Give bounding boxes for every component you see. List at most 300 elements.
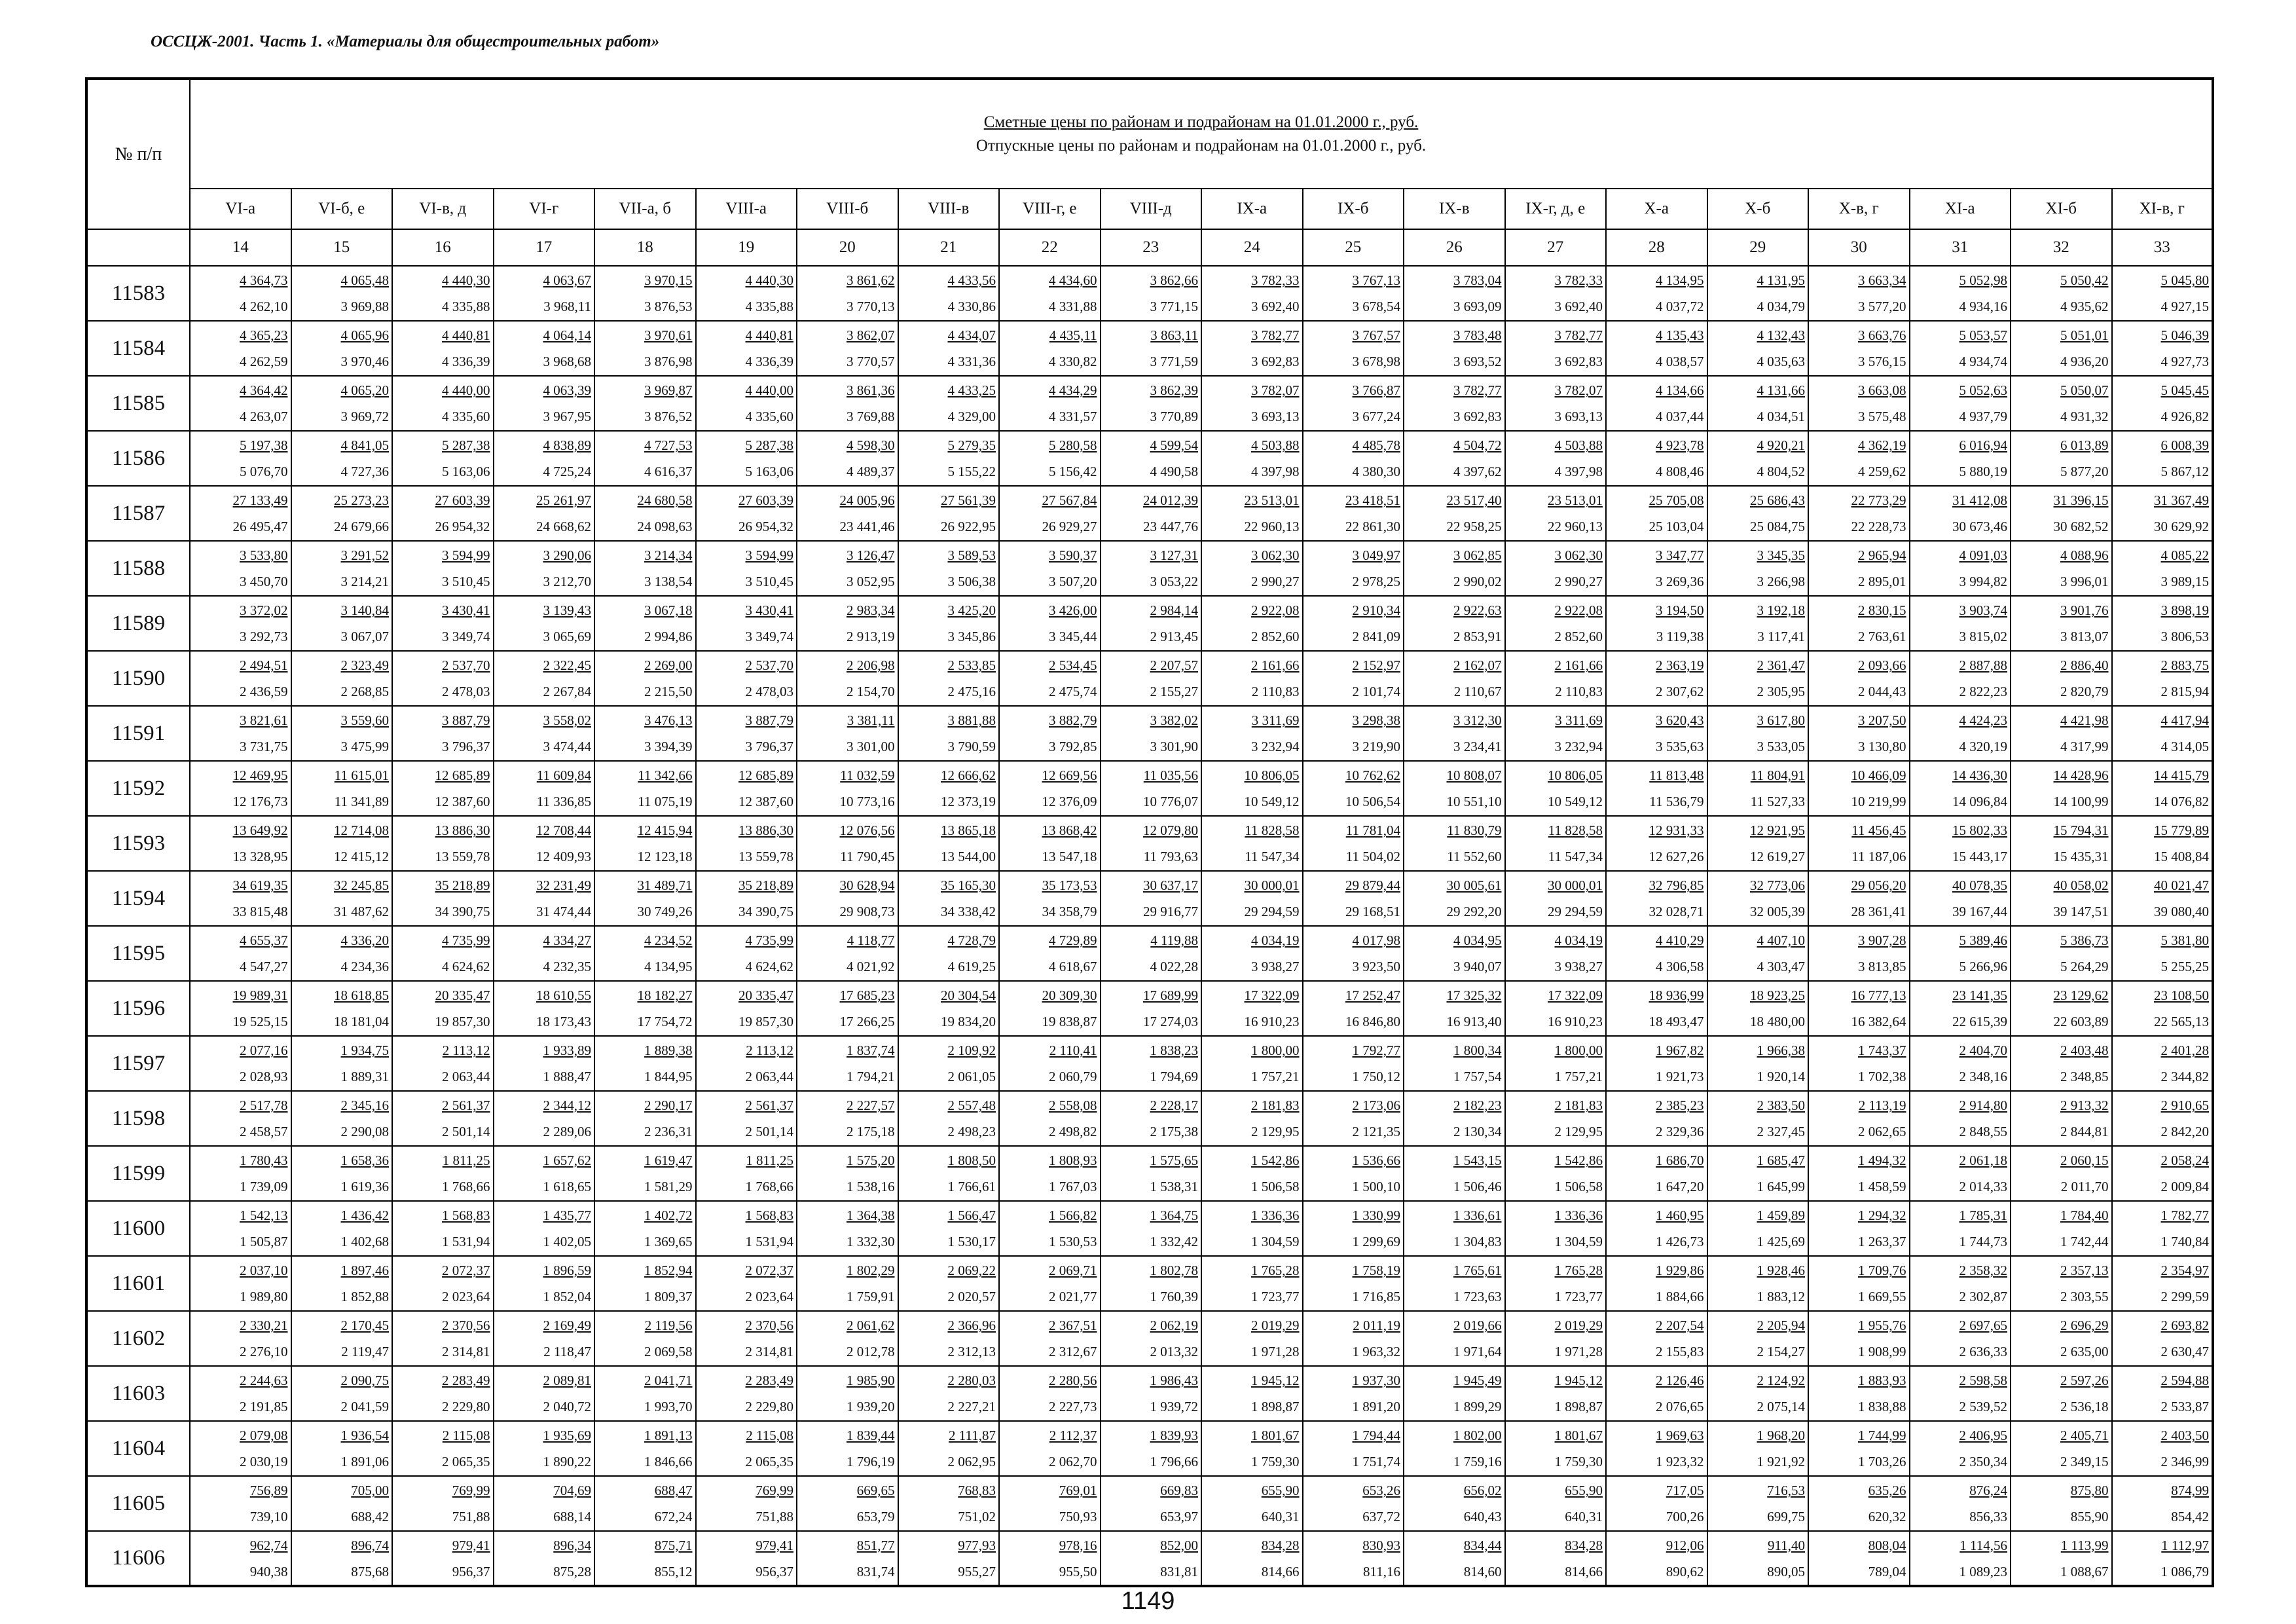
release-price: 2 014,33 (1959, 1179, 2007, 1194)
estimate-price: 23 513,01 (1244, 492, 1300, 508)
estimate-price: 2 357,13 (2060, 1263, 2109, 1278)
region-header: VIII-в (898, 189, 1000, 229)
release-price: 3 692,40 (1251, 299, 1300, 314)
release-price: 2 844,81 (2060, 1124, 2109, 1139)
price-cell (1101, 871, 1202, 926)
release-price: 2 154,27 (1757, 1344, 1805, 1359)
table-row (86, 1421, 2213, 1476)
price-cell (1404, 706, 1505, 761)
price-cell (1707, 1531, 1809, 1586)
price-cell (1404, 1256, 1505, 1311)
estimate-price: 4 841,05 (340, 437, 389, 453)
price-cell (291, 321, 393, 376)
estimate-price: 13 868,42 (1042, 822, 1097, 838)
price-cell (999, 761, 1101, 816)
estimate-price: 31 489,71 (637, 877, 693, 893)
estimate-price: 769,01 (1059, 1483, 1097, 1498)
estimate-price: 1 945,12 (1251, 1373, 1300, 1388)
estimate-price: 2 406,95 (1959, 1428, 2007, 1443)
estimate-price: 4 132,43 (1757, 327, 1805, 343)
price-cell (1910, 596, 2011, 651)
estimate-price: 11 828,58 (1548, 822, 1603, 838)
region-header: VIII-г, е (999, 189, 1101, 229)
estimate-price: 1 542,86 (1554, 1153, 1603, 1168)
column-index: 33 (2112, 229, 2214, 266)
release-price: 3 815,02 (1959, 629, 2007, 644)
estimate-price: 3 594,99 (442, 547, 490, 563)
release-price: 2 229,80 (442, 1399, 490, 1414)
price-cell (1808, 1256, 1910, 1311)
estimate-price: 1 330,99 (1352, 1208, 1400, 1223)
estimate-price: 20 304,54 (941, 987, 996, 1003)
price-cell (2011, 1421, 2112, 1476)
estimate-price: 1 802,00 (1453, 1428, 1502, 1443)
release-price: 5 076,70 (240, 464, 288, 479)
estimate-price: 2 830,15 (1858, 602, 1906, 618)
price-cell (797, 431, 898, 486)
estimate-price: 17 689,99 (1143, 987, 1198, 1003)
estimate-price: 896,34 (553, 1537, 591, 1553)
estimate-price: 35 173,53 (1042, 877, 1097, 893)
price-cell (1201, 1146, 1303, 1201)
price-cell (1505, 761, 1607, 816)
price-cell (1707, 1036, 1809, 1091)
price-cell (494, 376, 595, 431)
estimate-price: 2 062,19 (1150, 1318, 1198, 1333)
estimate-price: 4 134,66 (1656, 382, 1704, 398)
estimate-price: 1 294,32 (1858, 1208, 1906, 1223)
price-cell (494, 651, 595, 706)
rowno-index-blank (86, 229, 190, 266)
estimate-price: 11 830,79 (1447, 822, 1502, 838)
estimate-price: 2 922,63 (1453, 602, 1502, 618)
release-price: 3 232,94 (1554, 739, 1603, 754)
release-price: 1 531,94 (442, 1234, 490, 1249)
price-cell (1707, 706, 1809, 761)
estimate-price: 5 197,38 (240, 437, 288, 453)
row-number: 11590 (86, 651, 190, 706)
price-cell (392, 1256, 494, 1311)
estimate-price: 2 983,34 (847, 602, 895, 618)
estimate-price: 12 079,80 (1143, 822, 1198, 838)
release-price: 1 891,06 (340, 1454, 389, 1469)
price-cell (696, 541, 797, 596)
release-price: 2 990,27 (1251, 574, 1300, 589)
release-price: 1 888,47 (543, 1069, 591, 1084)
estimate-price: 3 767,57 (1352, 327, 1400, 343)
release-price: 3 796,37 (442, 739, 490, 754)
estimate-price: 24 005,96 (839, 492, 895, 508)
release-price: 4 618,67 (1049, 959, 1097, 974)
price-cell (190, 816, 291, 871)
estimate-price: 2 206,98 (847, 657, 895, 673)
price-cell (1303, 1036, 1404, 1091)
estimate-price: 912,06 (1666, 1537, 1704, 1553)
price-cell (797, 1256, 898, 1311)
price-cell (2112, 1366, 2214, 1421)
release-price: 4 306,58 (1656, 959, 1704, 974)
estimate-price: 4 434,60 (1049, 272, 1097, 288)
price-cell (1404, 321, 1505, 376)
release-price: 1 369,65 (644, 1234, 693, 1249)
estimate-price: 3 381,11 (847, 712, 895, 728)
price-cell (2112, 321, 2214, 376)
price-cell (898, 816, 1000, 871)
release-price: 3 769,88 (847, 409, 895, 424)
release-price: 4 808,46 (1656, 464, 1704, 479)
release-price: 5 156,42 (1049, 464, 1097, 479)
estimate-price: 4 838,89 (543, 437, 591, 453)
price-cell (2112, 596, 2214, 651)
release-price: 1 425,69 (1757, 1234, 1805, 1249)
estimate-price: 3 194,50 (1656, 602, 1704, 618)
estimate-price: 4 440,30 (442, 272, 490, 288)
estimate-price: 3 767,13 (1352, 272, 1400, 288)
price-cell (1910, 1036, 2011, 1091)
release-price: 13 544,00 (941, 849, 996, 864)
estimate-price: 1 784,40 (2060, 1208, 2109, 1223)
release-price: 39 167,44 (1952, 904, 2007, 919)
estimate-price: 2 598,58 (1959, 1373, 2007, 1388)
release-price: 14 076,82 (2154, 794, 2209, 809)
release-price: 4 397,62 (1453, 464, 1502, 479)
estimate-price: 4 735,99 (745, 932, 793, 948)
estimate-price: 4 362,19 (1858, 437, 1906, 453)
estimate-price: 1 435,77 (543, 1208, 591, 1223)
price-cell (1101, 1311, 1202, 1366)
price-cell (1910, 816, 2011, 871)
estimate-price: 1 542,13 (240, 1208, 288, 1223)
table-row (86, 651, 2213, 706)
estimate-price: 3 062,85 (1453, 547, 1502, 563)
estimate-price: 5 287,38 (745, 437, 793, 453)
estimate-price: 3 863,11 (1150, 327, 1198, 343)
release-price: 1 304,59 (1251, 1234, 1300, 1249)
release-price: 4 262,10 (240, 299, 288, 314)
estimate-price: 31 367,49 (2154, 492, 2209, 508)
estimate-price: 3 426,00 (1049, 602, 1097, 618)
price-cell (1404, 1091, 1505, 1146)
release-price: 3 693,13 (1251, 409, 1300, 424)
region-header: VI-в, д (392, 189, 494, 229)
table-row (86, 1201, 2213, 1256)
price-cell (1505, 266, 1607, 321)
price-cell (1101, 266, 1202, 321)
price-cell (1303, 596, 1404, 651)
estimate-price: 635,26 (1868, 1483, 1906, 1498)
release-price: 2 848,55 (1959, 1124, 2007, 1139)
release-price: 3 994,82 (1959, 574, 2007, 589)
price-cell (898, 1036, 1000, 1091)
price-cell (190, 1421, 291, 1476)
price-cell (696, 1256, 797, 1311)
price-cell (999, 1036, 1101, 1091)
price-cell (1505, 1201, 1607, 1256)
estimate-price: 23 108,50 (2154, 987, 2209, 1003)
region-header: XI-б (2011, 189, 2112, 229)
release-price: 2 011,70 (2060, 1179, 2109, 1194)
estimate-price: 12 415,94 (637, 822, 693, 838)
estimate-price: 2 041,71 (644, 1373, 693, 1388)
price-cell (494, 321, 595, 376)
release-price: 11 527,33 (1750, 794, 1805, 809)
release-price: 3 506,38 (947, 574, 996, 589)
release-price: 24 098,63 (637, 519, 693, 534)
price-cell (392, 376, 494, 431)
price-cell (999, 376, 1101, 431)
release-price: 1 794,21 (847, 1069, 895, 1084)
region-header: VI-а (190, 189, 291, 229)
price-cell (291, 651, 393, 706)
price-cell (494, 1256, 595, 1311)
price-cell (190, 266, 291, 321)
estimate-price: 2 323,49 (340, 657, 389, 673)
release-price: 2 913,19 (847, 629, 895, 644)
release-price: 789,04 (1868, 1563, 1906, 1579)
release-price: 4 303,47 (1757, 959, 1805, 974)
release-price: 1 898,87 (1251, 1399, 1300, 1414)
price-cell (696, 1311, 797, 1366)
price-cell (190, 761, 291, 816)
price-cell (1404, 1421, 1505, 1476)
estimate-price: 688,47 (654, 1483, 693, 1498)
estimate-price: 1 758,19 (1352, 1263, 1400, 1278)
region-header-row (86, 189, 2213, 229)
price-cell (1505, 816, 1607, 871)
release-price: 19 838,87 (1042, 1014, 1097, 1029)
release-price: 1 332,42 (1150, 1234, 1198, 1249)
price-cell (291, 1146, 393, 1201)
release-price: 2 023,64 (442, 1289, 490, 1304)
price-cell (1910, 1476, 2011, 1531)
price-cell (1404, 1311, 1505, 1366)
estimate-price: 3 558,02 (543, 712, 591, 728)
rowno-header: № п/п (86, 79, 190, 229)
estimate-price: 4 131,66 (1757, 382, 1805, 398)
estimate-price: 3 312,30 (1453, 712, 1502, 728)
estimate-price: 3 049,97 (1352, 547, 1400, 563)
price-cell (1101, 761, 1202, 816)
row-number: 11599 (86, 1146, 190, 1201)
price-cell (1303, 431, 1404, 486)
estimate-price: 977,93 (958, 1537, 996, 1553)
price-cell (2011, 871, 2112, 926)
price-cell (999, 1531, 1101, 1586)
release-price: 856,33 (1969, 1509, 2007, 1524)
release-price: 4 037,44 (1656, 409, 1704, 424)
estimate-price: 3 620,43 (1656, 712, 1704, 728)
estimate-price: 4 421,98 (2060, 712, 2109, 728)
release-price: 2 021,77 (1049, 1289, 1097, 1304)
price-cell (494, 1091, 595, 1146)
price-cell (1303, 871, 1404, 926)
release-price: 1 899,29 (1453, 1399, 1502, 1414)
estimate-price: 4 034,19 (1251, 932, 1300, 948)
release-price: 3 813,85 (1858, 959, 1906, 974)
table-row (86, 321, 2213, 376)
estimate-price: 1 800,00 (1251, 1043, 1300, 1058)
estimate-price: 25 705,08 (1649, 492, 1704, 508)
release-price: 29 294,59 (1244, 904, 1300, 919)
release-price: 2 994,86 (644, 629, 693, 644)
estimate-price: 1 743,37 (1858, 1043, 1906, 1058)
region-header: IX-а (1201, 189, 1303, 229)
release-price: 875,68 (351, 1563, 389, 1579)
release-price: 22 228,73 (1851, 519, 1906, 534)
release-price: 28 361,41 (1851, 904, 1906, 919)
release-price: 10 549,12 (1548, 794, 1603, 809)
price-cell (1707, 651, 1809, 706)
price-cell (1808, 266, 1910, 321)
price-cell (898, 541, 1000, 596)
estimate-price: 2 561,37 (745, 1098, 793, 1113)
estimate-price: 3 861,36 (847, 382, 895, 398)
release-price: 2 501,14 (442, 1124, 490, 1139)
estimate-price: 10 806,05 (1244, 767, 1300, 783)
estimate-price: 705,00 (351, 1483, 389, 1498)
release-price: 3 678,98 (1352, 354, 1400, 369)
estimate-price: 834,44 (1463, 1537, 1502, 1553)
release-price: 3 052,95 (847, 574, 895, 589)
estimate-price: 4 735,99 (442, 932, 490, 948)
price-cell (1606, 816, 1707, 871)
estimate-price: 2 169,49 (543, 1318, 591, 1333)
release-price: 12 176,73 (232, 794, 288, 809)
estimate-price: 2 115,08 (746, 1428, 793, 1443)
estimate-price: 2 494,51 (240, 657, 288, 673)
estimate-price: 10 808,07 (1446, 767, 1502, 783)
estimate-price: 2 405,71 (2060, 1428, 2109, 1443)
release-price: 4 927,15 (2160, 299, 2209, 314)
price-cell (291, 1036, 393, 1091)
price-cell (291, 1311, 393, 1366)
estimate-price: 1 801,67 (1554, 1428, 1603, 1443)
release-price: 1 739,09 (240, 1179, 288, 1194)
estimate-price: 2 058,24 (2160, 1153, 2209, 1168)
column-index: 30 (1808, 229, 1910, 266)
release-price: 4 336,39 (745, 354, 793, 369)
estimate-price: 1 968,20 (1757, 1428, 1805, 1443)
estimate-price: 10 762,62 (1345, 767, 1400, 783)
estimate-price: 3 589,53 (947, 547, 996, 563)
price-cell (2011, 1476, 2112, 1531)
estimate-price: 2 181,83 (1554, 1098, 1603, 1113)
estimate-price: 1 336,36 (1554, 1208, 1603, 1223)
release-price: 940,38 (249, 1563, 288, 1579)
price-cell (190, 1036, 291, 1091)
row-number: 11592 (86, 761, 190, 816)
release-price: 1 723,63 (1453, 1289, 1502, 1304)
price-cell (1404, 1366, 1505, 1421)
price-cell (1505, 431, 1607, 486)
release-price: 2 267,84 (543, 684, 591, 699)
estimate-price: 1 336,61 (1453, 1208, 1502, 1223)
release-price: 13 559,78 (738, 849, 793, 864)
price-cell (1101, 596, 1202, 651)
release-price: 11 547,34 (1245, 849, 1300, 864)
estimate-price: 5 046,39 (2160, 327, 2209, 343)
price-cell (1606, 1256, 1707, 1311)
estimate-price: 2 913,32 (2060, 1098, 2109, 1113)
estimate-price: 3 903,74 (1959, 602, 2007, 618)
release-price: 1 530,17 (947, 1234, 996, 1249)
release-price: 3 117,41 (1757, 629, 1805, 644)
estimate-price: 4 655,37 (240, 932, 288, 948)
estimate-price: 3 559,60 (340, 712, 389, 728)
price-cell (2011, 1201, 2112, 1256)
price-cell (999, 926, 1101, 981)
estimate-price: 669,65 (856, 1483, 895, 1498)
release-price: 1 809,37 (644, 1289, 693, 1304)
price-cell (494, 541, 595, 596)
price-cell (1303, 541, 1404, 596)
price-cell (1404, 871, 1505, 926)
table-row (86, 926, 2213, 981)
price-cell (392, 1036, 494, 1091)
estimate-price: 1 985,90 (847, 1373, 895, 1388)
release-price: 2 020,57 (947, 1289, 996, 1304)
price-cell (291, 1091, 393, 1146)
release-price: 700,26 (1666, 1509, 1704, 1524)
estimate-price: 1 575,20 (847, 1153, 895, 1168)
release-price: 814,60 (1463, 1563, 1502, 1579)
release-price: 3 968,11 (543, 299, 591, 314)
estimate-price: 2 152,97 (1352, 657, 1400, 673)
estimate-price: 4 433,56 (947, 272, 996, 288)
release-price: 1 506,58 (1554, 1179, 1603, 1194)
price-cell (797, 1421, 898, 1476)
price-cell (594, 376, 696, 431)
price-cell (898, 1256, 1000, 1311)
estimate-price: 3 345,35 (1757, 547, 1805, 563)
release-price: 814,66 (1261, 1563, 1300, 1579)
price-cell (797, 1476, 898, 1531)
price-cell (1303, 981, 1404, 1036)
release-price: 4 804,52 (1757, 464, 1805, 479)
price-cell (1201, 926, 1303, 981)
estimate-price: 1 937,30 (1352, 1373, 1400, 1388)
price-cell (1303, 1476, 1404, 1531)
region-header: VI-б, е (291, 189, 393, 229)
estimate-price: 5 280,58 (1049, 437, 1097, 453)
price-cell (494, 1531, 595, 1586)
estimate-price: 3 347,77 (1656, 547, 1704, 563)
release-price: 2 041,59 (340, 1399, 389, 1414)
release-price: 4 320,19 (1959, 739, 2007, 754)
price-cell (2011, 486, 2112, 541)
price-cell (1201, 486, 1303, 541)
price-cell (1201, 376, 1303, 431)
estimate-price: 2 181,83 (1251, 1098, 1300, 1113)
price-cell (594, 1366, 696, 1421)
estimate-price: 1 897,46 (340, 1263, 389, 1278)
price-cell (291, 486, 393, 541)
price-cell (1303, 376, 1404, 431)
row-number: 11602 (86, 1311, 190, 1366)
release-price: 3 938,27 (1251, 959, 1300, 974)
estimate-price: 3 861,62 (847, 272, 895, 288)
price-cell (1808, 1036, 1910, 1091)
column-index: 24 (1201, 229, 1303, 266)
price-cell (1808, 1366, 1910, 1421)
estimate-price: 5 053,57 (1959, 327, 2007, 343)
price-cell (1101, 431, 1202, 486)
price-cell (291, 871, 393, 926)
estimate-price: 2 182,23 (1453, 1098, 1502, 1113)
price-cell (1707, 926, 1809, 981)
estimate-price: 2 345,16 (340, 1098, 389, 1113)
estimate-price: 3 425,20 (947, 602, 996, 618)
